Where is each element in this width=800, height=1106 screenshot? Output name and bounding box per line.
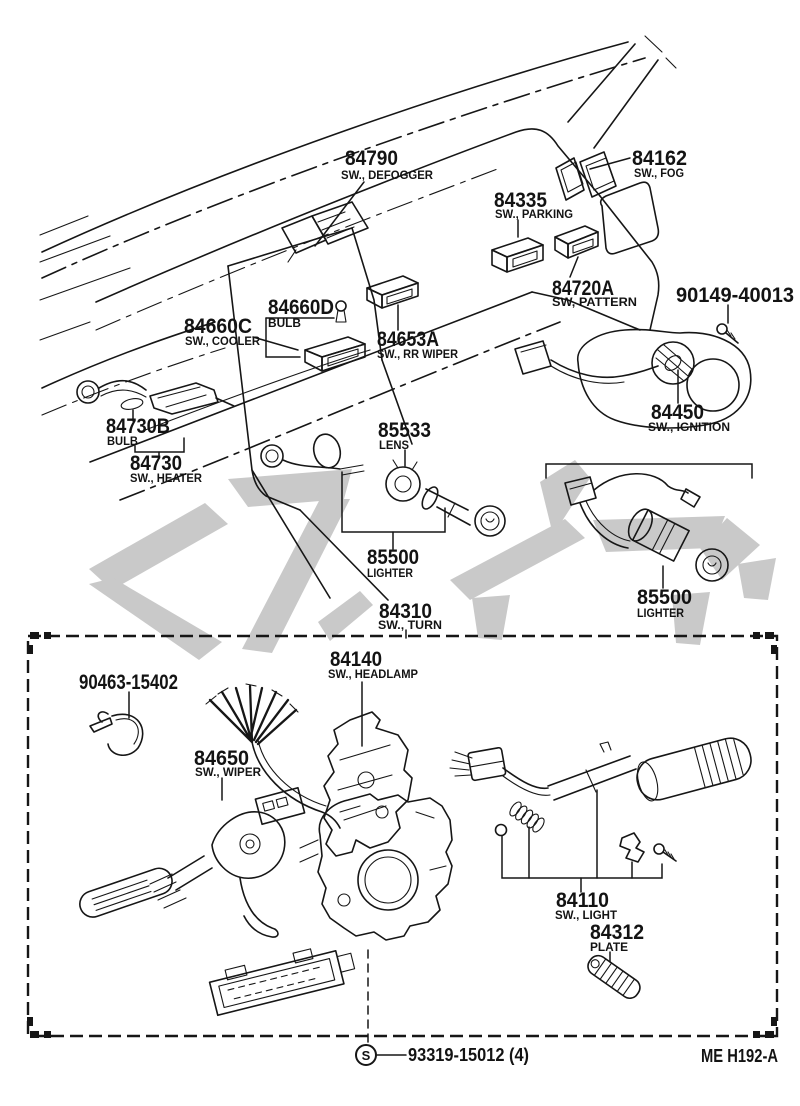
footer-note	[356, 1045, 778, 1066]
label-lighter-alt	[637, 586, 692, 620]
dashboard-outline	[40, 36, 676, 600]
part-name: LENS	[379, 440, 410, 452]
part-name: SW, PATTERN	[552, 297, 637, 309]
part-name: SW., DEFOGGER	[341, 170, 434, 182]
part-number: 85500	[367, 546, 419, 569]
part-number: 84110	[556, 889, 609, 912]
part-number: 84650	[194, 747, 249, 770]
part-number: 84653A	[377, 328, 439, 351]
pattern-switch-drawing	[555, 226, 598, 258]
part-name: SW., PARKING	[495, 209, 574, 221]
label-heater	[130, 452, 203, 485]
part-number: 90463-15402	[79, 671, 178, 694]
part-name: LIGHTER	[367, 568, 414, 580]
part-name: BULB	[107, 436, 138, 448]
label-plate	[590, 921, 644, 954]
part-number: 84660D	[268, 296, 334, 319]
lighter-drawing	[419, 485, 505, 536]
clamp-drawing	[90, 712, 143, 755]
part-name: SW., FOG	[634, 168, 685, 180]
part-number: 85500	[637, 586, 692, 609]
part-number: 90149-40013	[676, 284, 794, 307]
label-lighter	[367, 546, 419, 580]
part-number: 84162	[632, 147, 687, 170]
heater-switch-drawing	[77, 381, 234, 414]
parking-switch-drawing	[492, 238, 543, 272]
light-switch-drawing	[450, 734, 755, 862]
rear-wiper-switch-drawing	[367, 276, 418, 308]
ignition-screw-drawing	[717, 324, 738, 343]
label-cooler	[184, 315, 261, 348]
part-name: SW., IGNITION	[648, 422, 730, 434]
part-number: 84140	[330, 648, 382, 671]
doc-code: ME H192-A	[701, 1046, 778, 1066]
label-rear-wiper	[377, 328, 459, 361]
part-name: SW., RR WIPER	[377, 349, 459, 361]
part-number: 84312	[590, 921, 644, 944]
label-ignition	[648, 401, 730, 434]
label-defogger	[341, 147, 434, 182]
part-name: SW., TURN	[378, 620, 442, 632]
part-name: SW., COOLER	[185, 336, 261, 348]
part-number: 84660C	[184, 315, 252, 338]
part-number: 84730B	[106, 415, 170, 438]
screw-symbol: S	[361, 1048, 371, 1063]
label-headlamp	[328, 648, 418, 681]
part-number: 84335	[494, 189, 548, 212]
plate-drawing	[584, 952, 643, 1002]
label-ignition-screw	[676, 284, 794, 307]
part-number: 84720A	[552, 277, 614, 300]
part-number: 84310	[379, 600, 432, 623]
combination-switch-base-drawing	[300, 794, 452, 940]
label-turn	[378, 600, 442, 632]
label-pattern	[552, 277, 637, 309]
label-light	[555, 889, 617, 922]
part-number: 85533	[378, 419, 431, 442]
part-name: BULB	[268, 318, 301, 330]
label-fog	[632, 147, 687, 180]
part-number: 84730	[130, 452, 182, 475]
label-parking	[494, 189, 573, 221]
ignition-switch-drawing	[515, 330, 751, 428]
screw-part-number: 93319-15012 (4)	[408, 1045, 529, 1065]
cooler-bulb-drawing	[336, 301, 346, 322]
label-lens	[378, 419, 431, 452]
part-name: SW., WIPER	[195, 767, 262, 779]
fog-switch-drawing	[556, 152, 616, 200]
connector-strip-drawing	[208, 940, 358, 1016]
part-name: PLATE	[590, 942, 629, 954]
label-cooler-bulb	[268, 296, 334, 330]
part-number: 84450	[651, 401, 704, 424]
label-clamp	[79, 671, 178, 694]
part-name: SW., HEATER	[130, 473, 203, 485]
part-number: 84790	[345, 147, 398, 170]
label-wiper	[194, 747, 262, 779]
part-name: SW., HEADLAMP	[328, 669, 419, 681]
part-name: SW., LIGHT	[555, 910, 617, 922]
part-name: LIGHTER	[637, 608, 685, 620]
wiper-switch-drawing	[76, 788, 304, 937]
